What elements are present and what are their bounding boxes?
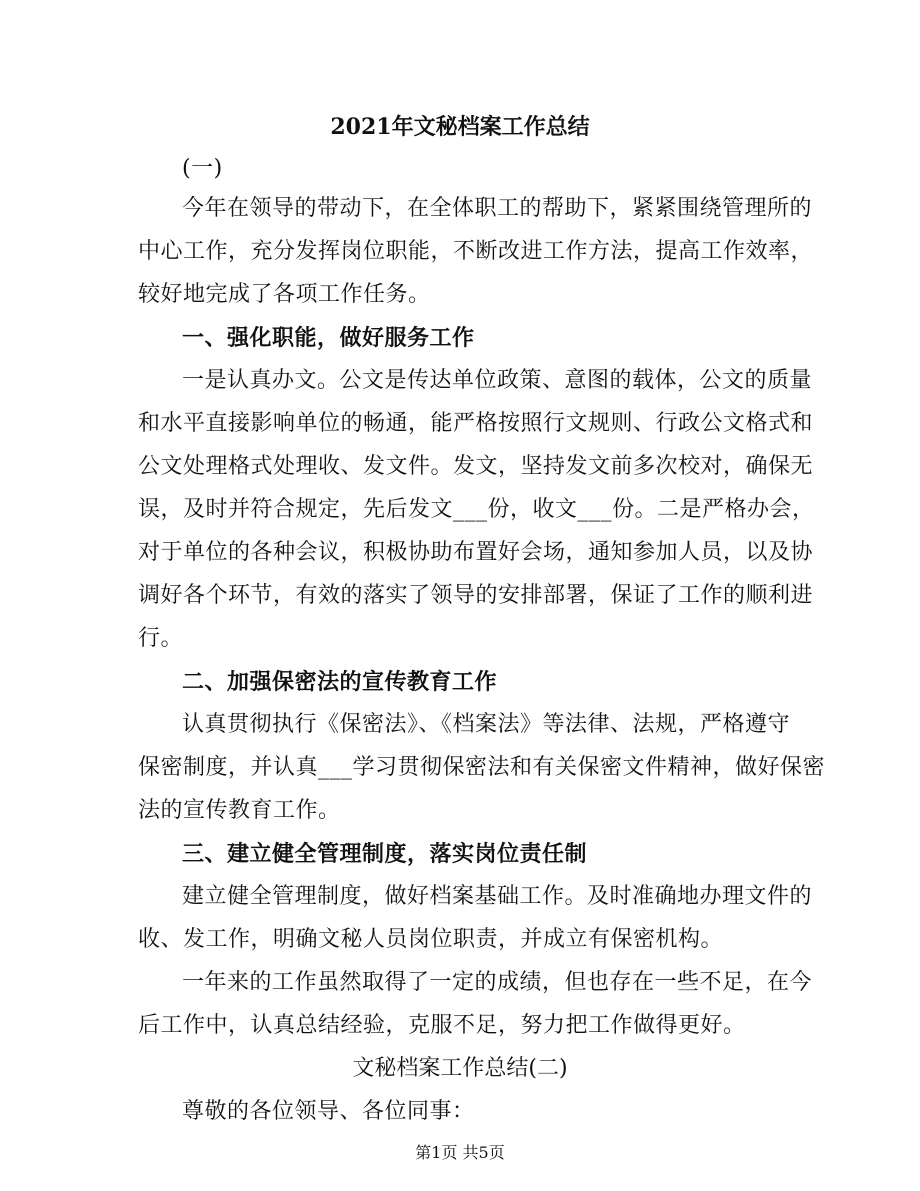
second-document-title: 文秘档案工作总结(二): [352, 1056, 568, 1081]
paragraph-line: 建立健全管理制度，做好档案基础工作。及时准确地办理文件的: [182, 884, 813, 909]
paragraph-line: 法的宣传教育工作。: [138, 798, 341, 823]
paragraph-line: 误，及时并符合规定，先后发文___份，收文___份。二是严格办会，: [138, 497, 815, 522]
paragraph-line: 公文处理格式处理收、发文件。发文，坚持发文前多次校对，确保无: [138, 454, 814, 479]
paragraph-line: 后工作中，认真总结经验，克服不足，努力把工作做得更好。: [138, 1013, 746, 1038]
paragraph-line: 一是认真办文。公文是传达单位政策、意图的载体，公文的质量: [182, 368, 813, 393]
page-number: 第1页 共5页: [415, 1143, 505, 1162]
paragraph-line: 对于单位的各种会议，积极协助布置好会场，通知参加人员，以及协: [138, 540, 814, 565]
intro-line: 今年在领导的带动下，在全体职工的帮助下，紧紧围绕管理所的: [182, 196, 813, 221]
paragraph-line: 认真贯彻执行《保密法》、《档案法》等法律、法规，严格遵守: [182, 712, 791, 737]
paragraph-line: 行。: [138, 626, 184, 651]
paragraph-line: 和水平直接影响单位的畅通，能严格按照行文规则、行政公文格式和: [138, 411, 814, 436]
paragraph-line: 调好各个环节，有效的落实了领导的安排部署，保证了工作的顺利进: [138, 583, 814, 608]
intro-line: 较好地完成了各项工作任务。: [138, 282, 431, 307]
salutation: 尊敬的各位领导、各位同事：: [182, 1099, 475, 1124]
paragraph-line: 一年来的工作虽然取得了一定的成绩，但也存在一些不足，在今: [182, 970, 813, 995]
section-heading: 三、建立健全管理制度，落实岗位责任制: [182, 841, 588, 867]
section-heading: 一、强化职能，做好服务工作: [182, 325, 475, 351]
document-title: 2021年文秘档案工作总结: [330, 114, 590, 140]
paragraph-line: 保密制度，并认真___学习贯彻保密法和有关保密文件精神，做好保密: [138, 755, 826, 780]
paragraph-line: 收、发工作，明确文秘人员岗位职责，并成立有保密机构。: [138, 927, 724, 952]
intro-line: 中心工作，充分发挥岗位职能，不断改进工作方法，提高工作效率，: [138, 239, 814, 264]
section-label: (一): [182, 156, 223, 181]
section-heading: 二、加强保密法的宣传教育工作: [182, 669, 498, 695]
